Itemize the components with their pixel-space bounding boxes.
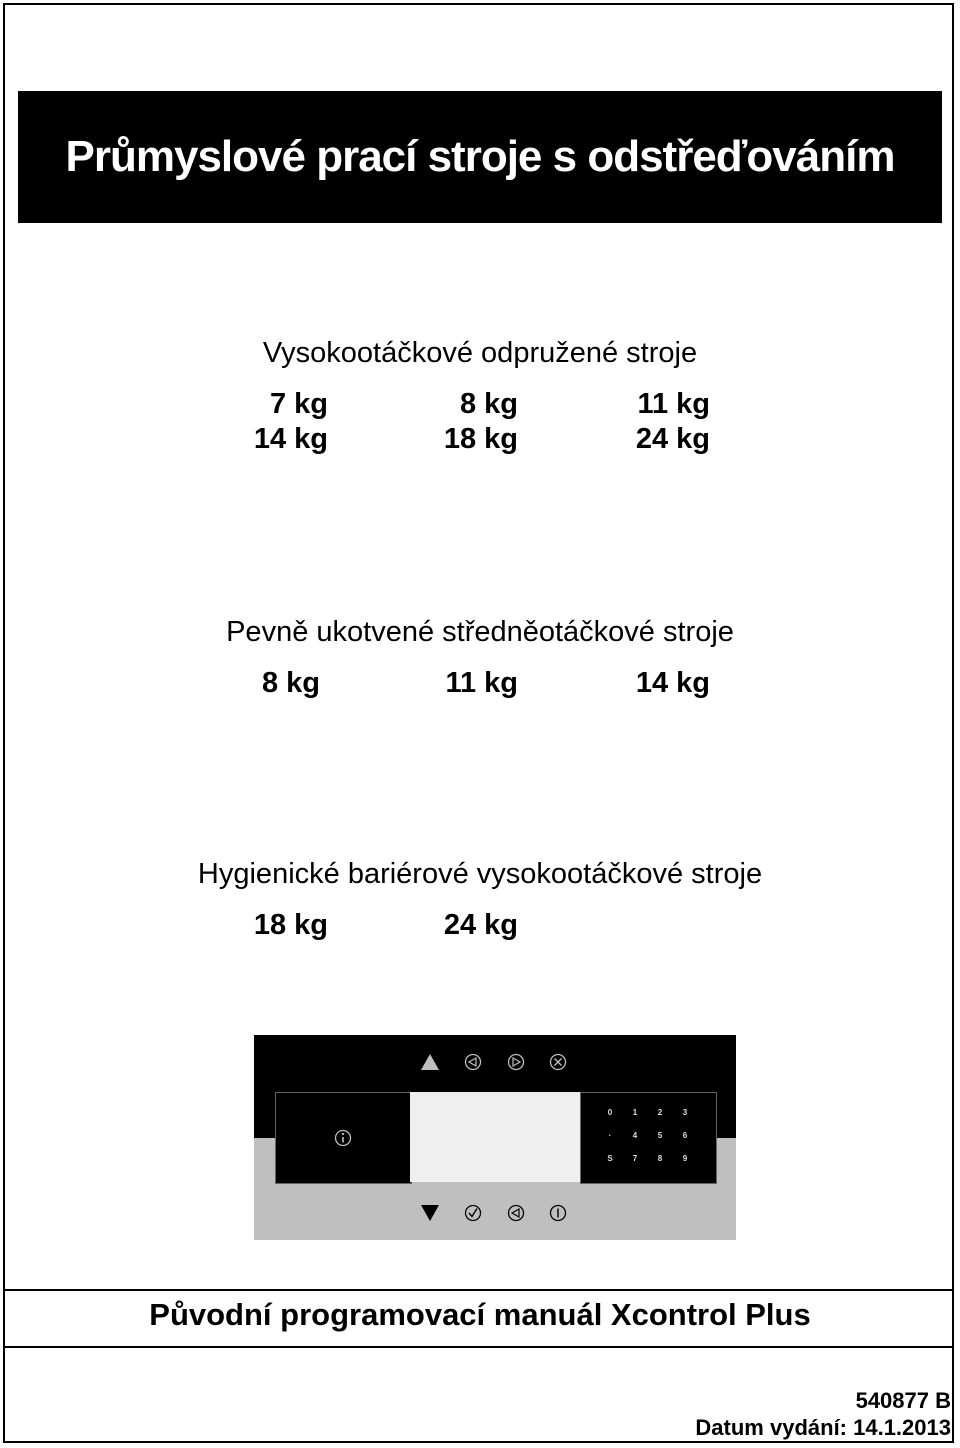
control-panel-image	[254, 1035, 736, 1240]
weight-item: 8 kg	[261, 667, 320, 699]
keypad-key: ·	[608, 1131, 612, 1140]
keypad-key: 2	[657, 1108, 663, 1117]
weight-item: 18 kg	[253, 909, 328, 941]
down-triangle-icon	[420, 1204, 440, 1222]
title-bar	[18, 91, 942, 223]
weight-item: 11 kg	[445, 667, 518, 699]
check-circle-icon	[464, 1204, 482, 1222]
keypad-key: 1	[632, 1108, 638, 1117]
weight-item: 24 kg	[443, 909, 518, 941]
weight-item: 18 kg	[443, 423, 518, 455]
keypad-key: 4	[632, 1131, 638, 1140]
weight-item: 14 kg	[635, 667, 710, 699]
manual-title: Původní programovací manuál Xcontrol Plus	[149, 1297, 811, 1332]
keypad-key: 5	[657, 1131, 663, 1140]
section-heading-fixed: Pevně ukotvené středněotáčkové stroje	[226, 616, 734, 648]
panel-info-box	[275, 1092, 412, 1184]
weight-item: 14 kg	[253, 423, 328, 455]
section-heading-suspended: Vysokootáčkové odpružené stroje	[262, 337, 698, 369]
keypad-key: 9	[682, 1154, 688, 1163]
issue-date: Datum vydání: 14.1.2013	[695, 1415, 951, 1440]
section-heading-barrier: Hygienické bariérové vysokootáčkové stroje	[197, 858, 763, 890]
back-arrow-circle-icon	[507, 1204, 525, 1222]
footer-divider	[3, 1289, 954, 1291]
keypad-key: 0	[607, 1108, 613, 1117]
up-triangle-icon	[420, 1053, 440, 1071]
right-arrow-circle-icon	[507, 1053, 525, 1071]
weight-item: 7 kg	[269, 388, 328, 420]
keypad-key: 3	[682, 1108, 688, 1117]
keypad-key: 6	[682, 1131, 688, 1140]
document-number: 540877 B	[855, 1388, 951, 1413]
info-circle-icon	[334, 1129, 352, 1147]
power-circle-icon	[549, 1204, 567, 1222]
close-circle-icon	[549, 1053, 567, 1071]
keypad-key: S	[607, 1154, 613, 1163]
panel-display-screen	[410, 1092, 580, 1182]
panel-keypad	[580, 1092, 717, 1184]
keypad-key: 8	[657, 1154, 663, 1163]
weight-item: 11 kg	[637, 388, 710, 420]
left-arrow-circle-icon	[464, 1053, 482, 1071]
weight-item: 24 kg	[635, 423, 710, 455]
page-title: Průmyslové prací stroje s odstřeďováním	[65, 132, 895, 181]
weight-item: 8 kg	[459, 388, 518, 420]
keypad-key: 7	[632, 1154, 638, 1163]
footer-divider	[3, 1346, 954, 1348]
